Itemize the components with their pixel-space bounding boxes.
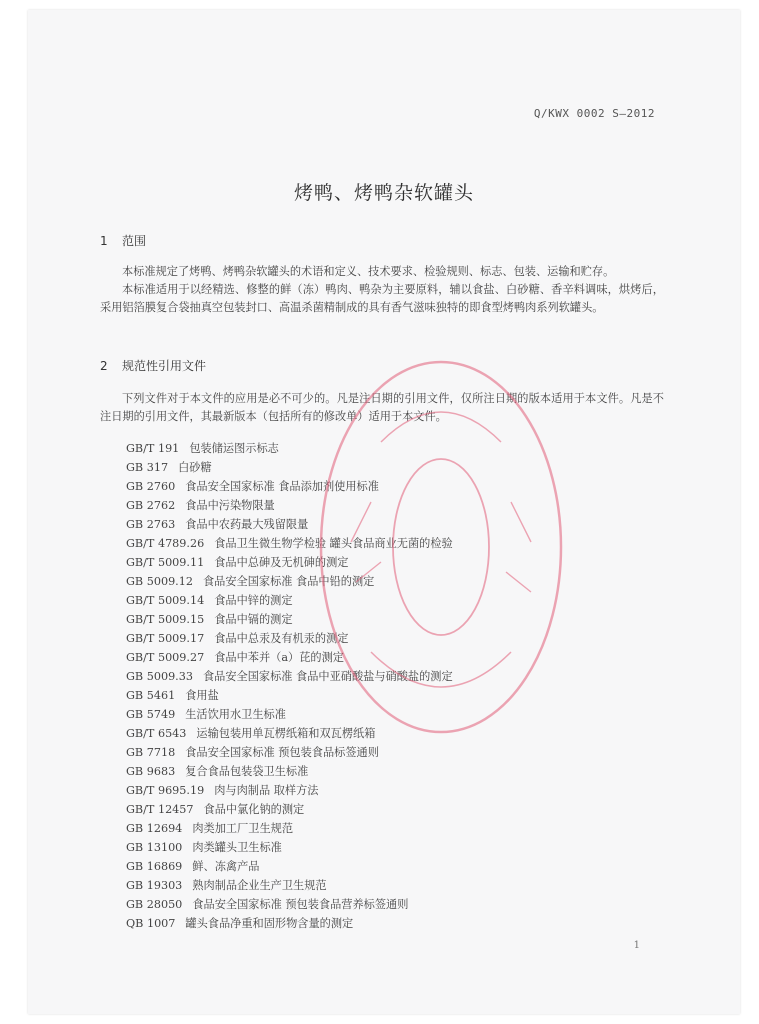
reference-item bbox=[126, 724, 453, 743]
reference-title: 食品安全国家标准 食品添加剂使用标准 bbox=[185, 480, 379, 493]
reference-item bbox=[126, 477, 453, 496]
reference-item bbox=[126, 667, 453, 686]
section-2-heading bbox=[100, 357, 206, 374]
reference-item bbox=[126, 458, 453, 477]
reference-title: 食品安全国家标准 预包装食品营养标签通则 bbox=[192, 898, 409, 911]
reference-title: 食品卫生微生物学检验 罐头食品商业无菌的检验 bbox=[214, 537, 453, 550]
reference-item bbox=[126, 496, 453, 515]
reference-code: GB/T 9695.19 bbox=[126, 784, 205, 797]
section-title: 范围 bbox=[122, 234, 147, 248]
reference-item bbox=[126, 819, 453, 838]
reference-code: GB/T 5009.14 bbox=[126, 594, 205, 607]
reference-item bbox=[126, 572, 453, 591]
reference-item bbox=[126, 515, 453, 534]
reference-item bbox=[126, 838, 453, 857]
reference-title: 熟肉制品企业生产卫生规范 bbox=[192, 879, 327, 892]
reference-item bbox=[126, 914, 453, 933]
reference-title: 食品安全国家标准 食品中铅的测定 bbox=[202, 575, 375, 588]
reference-code: GB/T 12457 bbox=[126, 803, 194, 816]
reference-item bbox=[126, 800, 453, 819]
reference-item bbox=[126, 705, 453, 724]
reference-title: 肉类加工厂卫生规范 bbox=[192, 822, 294, 835]
reference-title: 食用盐 bbox=[185, 689, 219, 702]
reference-title: 食品安全国家标准 预包装食品标签通则 bbox=[185, 746, 379, 759]
document-code: Q/KWX 0002 S—2012 bbox=[533, 107, 655, 120]
reference-title: 食品中污染物限量 bbox=[185, 499, 275, 512]
reference-title: 食品安全国家标准 食品中亚硝酸盐与硝酸盐的测定 bbox=[202, 670, 453, 683]
reference-code: GB 2762 bbox=[126, 499, 176, 512]
reference-item bbox=[126, 534, 453, 553]
reference-item bbox=[126, 610, 453, 629]
reference-title: 鲜、冻禽产品 bbox=[192, 860, 260, 873]
reference-title: 包装储运图示标志 bbox=[189, 442, 279, 455]
reference-title: 肉与肉制品 取样方法 bbox=[214, 784, 319, 797]
reference-title: 食品中苯并（a）芘的测定 bbox=[214, 651, 344, 664]
reference-item bbox=[126, 781, 453, 800]
reference-item bbox=[126, 686, 453, 705]
reference-code: GB 19303 bbox=[126, 879, 183, 892]
reference-code: GB 5009.33 bbox=[126, 670, 193, 683]
section-1-heading bbox=[100, 232, 146, 249]
reference-title: 食品中镉的测定 bbox=[214, 613, 293, 626]
reference-code: GB 2760 bbox=[126, 480, 176, 493]
reference-code: GB 7718 bbox=[126, 746, 176, 759]
page-number: 1 bbox=[633, 940, 640, 951]
reference-item bbox=[126, 629, 453, 648]
reference-code: GB/T 191 bbox=[126, 442, 180, 455]
reference-item bbox=[126, 591, 453, 610]
section-number: 2 bbox=[100, 359, 108, 373]
references-intro-paragraph: 下列文件对于本文件的应用是必不可少的。凡是注日期的引用文件，仅所注日期的版本适用于本文件。凡是不注日期的引用文件，其最新版本（包括所有的修改单）适用于本文件。 bbox=[100, 392, 664, 423]
reference-title: 罐头食品净重和固形物含量的测定 bbox=[185, 917, 354, 930]
reference-code: GB/T 4789.26 bbox=[126, 537, 205, 550]
reference-code: GB 2763 bbox=[126, 518, 176, 531]
scope-paragraph-1: 本标准规定了烤鸭、烤鸭杂软罐头的术语和定义、技术要求、检验规则、标志、包装、运输和贮存。 bbox=[122, 265, 615, 278]
document-title: 烤鸭、烤鸭杂软罐头 bbox=[293, 182, 474, 204]
reference-code: GB 12694 bbox=[126, 822, 183, 835]
section-title: 规范性引用文件 bbox=[122, 359, 207, 373]
reference-title: 食品中锌的测定 bbox=[214, 594, 293, 607]
reference-item bbox=[126, 439, 453, 458]
references-list bbox=[126, 439, 453, 933]
reference-title: 运输包装用单瓦楞纸箱和双瓦楞纸箱 bbox=[196, 727, 376, 740]
reference-code: GB/T 5009.15 bbox=[126, 613, 205, 626]
reference-code: GB 9683 bbox=[126, 765, 176, 778]
reference-code: GB/T 5009.11 bbox=[126, 556, 205, 569]
reference-code: GB/T 5009.27 bbox=[126, 651, 205, 664]
reference-title: 复合食品包装袋卫生标准 bbox=[185, 765, 309, 778]
reference-item bbox=[126, 743, 453, 762]
reference-code: GB 5009.12 bbox=[126, 575, 193, 588]
reference-item bbox=[126, 762, 453, 781]
reference-title: 食品中农药最大残留限量 bbox=[185, 518, 309, 531]
reference-code: QB 1007 bbox=[126, 917, 176, 930]
reference-title: 肉类罐头卫生标准 bbox=[192, 841, 282, 854]
reference-title: 食品中氯化钠的测定 bbox=[203, 803, 305, 816]
reference-title: 白砂糖 bbox=[178, 461, 212, 474]
reference-item bbox=[126, 876, 453, 895]
section-number: 1 bbox=[100, 234, 108, 248]
reference-title: 食品中总砷及无机砷的测定 bbox=[214, 556, 349, 569]
reference-code: GB 5749 bbox=[126, 708, 176, 721]
reference-code: GB 28050 bbox=[126, 898, 183, 911]
reference-code: GB/T 5009.17 bbox=[126, 632, 205, 645]
reference-item bbox=[126, 648, 453, 667]
reference-title: 生活饮用水卫生标准 bbox=[185, 708, 286, 721]
reference-item bbox=[126, 895, 453, 914]
reference-code: GB 13100 bbox=[126, 841, 183, 854]
reference-code: GB 16869 bbox=[126, 860, 183, 873]
reference-code: GB 5461 bbox=[126, 689, 176, 702]
reference-item bbox=[126, 857, 453, 876]
reference-code: GB/T 6543 bbox=[126, 727, 187, 740]
reference-item bbox=[126, 553, 453, 572]
scope-paragraph-2: 本标准适用于以经精选、修整的鲜（冻）鸭肉、鸭杂为主要原料，辅以食盐、白砂糖、香辛料调味，烘烤后，采用铝箔膜复合袋抽真空包装封口、高温杀菌精制成的具有香气滋味独特的即食型烤鸭肉系列软罐头。 bbox=[100, 283, 664, 314]
document-page bbox=[28, 10, 740, 1014]
reference-code: GB 317 bbox=[126, 461, 169, 474]
reference-title: 食品中总汞及有机汞的测定 bbox=[214, 632, 349, 645]
